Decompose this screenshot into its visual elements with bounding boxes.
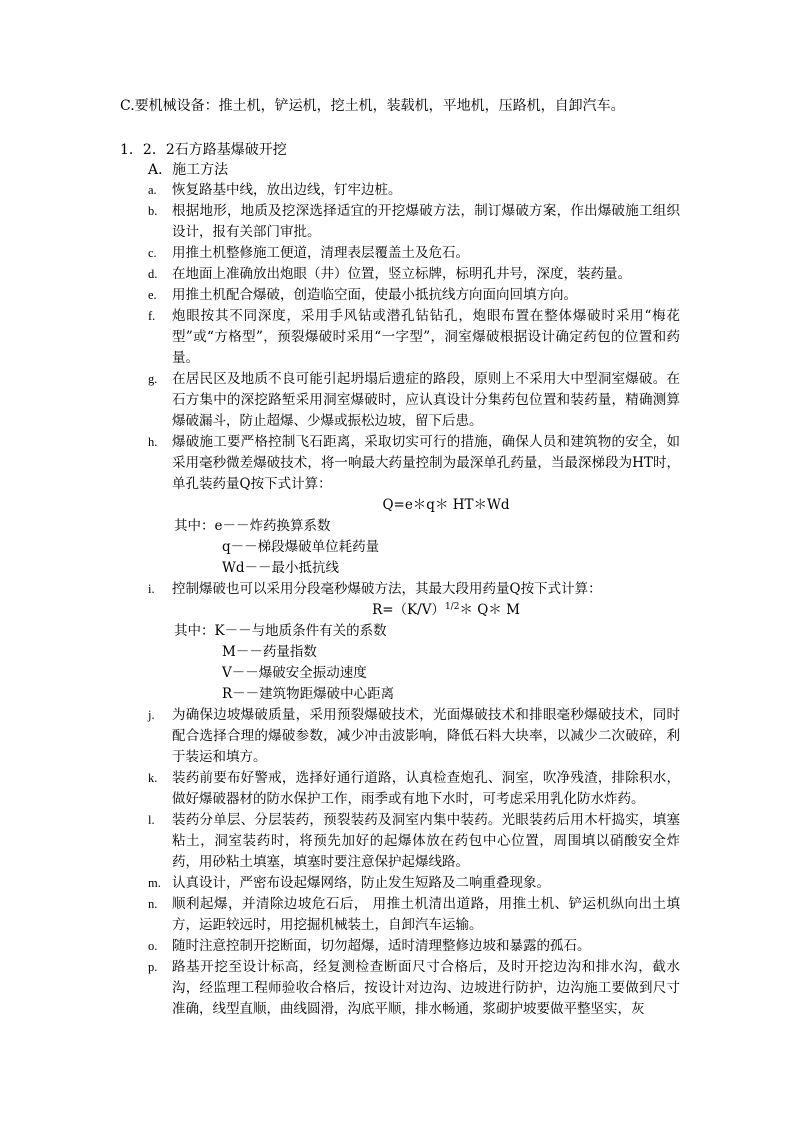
item-label: k. (148, 771, 158, 785)
item-text: 用推土机配合爆破，创造临空面，使最小抵抗线方向面向回填方向。 (172, 287, 577, 303)
formula-explanation (172, 621, 680, 705)
list-item (148, 957, 680, 1020)
formula-suffix: ＊ Q＊ M (459, 602, 520, 618)
item-label: h. (148, 435, 158, 449)
explanation-row (172, 621, 680, 642)
explanation-row: R－－建筑物距爆破中心距离 (222, 686, 395, 702)
item-text: 为确保边坡爆破质量，采用预裂爆破技术，光面爆破技术和排眼毫秒爆破技术，同时配合选择合理的爆破参数，减少冲击波影响，降低石料大块率，以减少二次破碎，利于装运和填方。 (172, 707, 680, 765)
subsection-title: A．施工方法 (148, 162, 229, 178)
item-text: 用推土机整修施工便道，清理表层覆盖土及危石。 (172, 245, 469, 261)
item-text: 认真设计，严密布设起爆网络，防止发生短路及二响重叠现象。 (172, 875, 550, 891)
formula-explanation (172, 516, 680, 579)
item-text: 控制爆破也可以采用分段毫秒爆破方法，其最大段用药量Q按下式计算： (172, 581, 602, 597)
item-label: i. (148, 582, 155, 596)
equipment-line: C.要机械设备：推土机，铲运机，挖土机，装载机，平地机，压路机，自卸汽车。 (120, 98, 625, 114)
explanation-term: K－－与地质条件有关的系数 (214, 623, 387, 639)
item-label: l. (148, 813, 155, 827)
list-item (148, 285, 680, 306)
item-text: 随时注意控制开挖断面，切勿超爆，适时清理整修边坡和暴露的孤石。 (172, 938, 591, 954)
list-item (148, 432, 680, 579)
item-label: p. (148, 960, 158, 974)
list-item (148, 936, 680, 957)
item-label: c. (148, 246, 157, 260)
explanation-row: M－－药量指数 (222, 644, 317, 660)
item-text: 在地面上准确放出炮眼（井）位置，竖立标牌，标明孔井号，深度，装药量。 (172, 266, 631, 282)
explanation-row (172, 516, 680, 537)
list-item (148, 201, 680, 243)
item-text: 爆破施工要严格控制飞石距离，采取切实可行的措施，确保人员和建筑物的安全，如采用毫秒微差爆破技术，将一响最大药量控制为最深单孔药量，当最深梯段为HT时，单孔装药量Q按下式计算： (172, 434, 680, 492)
construction-method-list (148, 180, 680, 1020)
item-text: 装药分单层、分层装药，预裂装药及洞室内集中装药。光眼装药后用木杆捣实，填塞粘土，洞室装药时，将预先加好的起爆体放在药包中心位置，周围填以硝酸安全炸药，用砂粘土填塞，填塞时要注意保护起爆线路。 (172, 812, 680, 870)
item-text: 恢复路基中线，放出边线，钉牢边桩。 (172, 182, 402, 198)
section-title: 1．2．2石方路基爆破开挖 (120, 142, 287, 158)
explanation-row: q－－梯段爆破单位耗药量 (222, 539, 380, 555)
item-text: 炮眼按其不同深度，采用手风钻或潜孔钻钻孔，炮眼布置在整体爆破时采用“梅花型”或“方格型”，预裂爆破时采用“一字型”，洞室爆破根据设计确定药包的位置和药量。 (172, 308, 680, 366)
item-label: d. (148, 267, 158, 281)
charge-formula: Q=e＊q＊ HT＊Wd (382, 497, 510, 513)
item-label: o. (148, 939, 158, 953)
explanation-row: Wd－－最小抵抗线 (222, 560, 340, 576)
list-item (148, 243, 680, 264)
item-label: f. (148, 309, 156, 323)
list-item (148, 873, 680, 894)
list-item (148, 768, 680, 810)
item-text: 在居民区及地质不良可能引起坍塌后遗症的路段，原则上不采用大中型洞室爆破。在石方集中的深挖路堑采用洞室爆破时，应认真设计分集药包位置和装药量，精确测算爆破漏斗，防止超爆、少爆或振松边坡，留下后患。 (172, 371, 680, 429)
list-item (148, 579, 680, 705)
explanation-head: 其中： (174, 518, 215, 534)
list-item (148, 810, 680, 873)
explanation-row: V－－爆破安全振动速度 (222, 665, 367, 681)
item-label: m. (148, 876, 161, 890)
item-text: 装药前要布好警戒，选择好通行道路，认真检查炮孔、洞室，吹净残渣，排除积水，做好爆破器材的防水保护工作，雨季或有地下水时，可考虑采用乳化防水炸药。 (172, 770, 680, 807)
item-label: a. (148, 183, 157, 197)
item-text: 顺利起爆，并清除边坡危石后， 用推土机清出道路，用推土机、铲运机纵向出土填方，运距较远时，用挖掘机械装土，自卸汽车运输。 (172, 896, 680, 933)
item-text: 根据地形，地质及挖深选择适宜的开挖爆破方法，制订爆破方案，作出爆破施工组织设计，报有关部门审批。 (172, 203, 680, 240)
list-item (148, 180, 680, 201)
list-item (148, 705, 680, 768)
distance-formula (172, 600, 680, 621)
list-item (148, 306, 680, 369)
item-label: b. (148, 204, 158, 218)
list-item (148, 264, 680, 285)
explanation-head: 其中： (174, 623, 215, 639)
explanation-term: e－－炸药换算系数 (214, 518, 331, 534)
item-label: g. (148, 372, 158, 386)
formula-exponent: 1/2 (444, 602, 460, 612)
item-label: j. (148, 708, 155, 722)
list-item (148, 894, 680, 936)
formula-prefix: R=（K/V） (372, 602, 445, 618)
item-label: n. (148, 897, 158, 911)
item-label: e. (148, 288, 157, 302)
list-item (148, 369, 680, 432)
item-text: 路基开挖至设计标高，经复测检查断面尺寸合格后，及时开挖边沟和排水沟，截水沟，经监理工程师验收合格后，按设计对边沟、边坡进行防护，边沟施工要做到尺寸准确，线型直顺，曲线圆滑，沟底平顺，排水畅通，浆砌护坡要做平整坚实，灰 (172, 959, 680, 1017)
